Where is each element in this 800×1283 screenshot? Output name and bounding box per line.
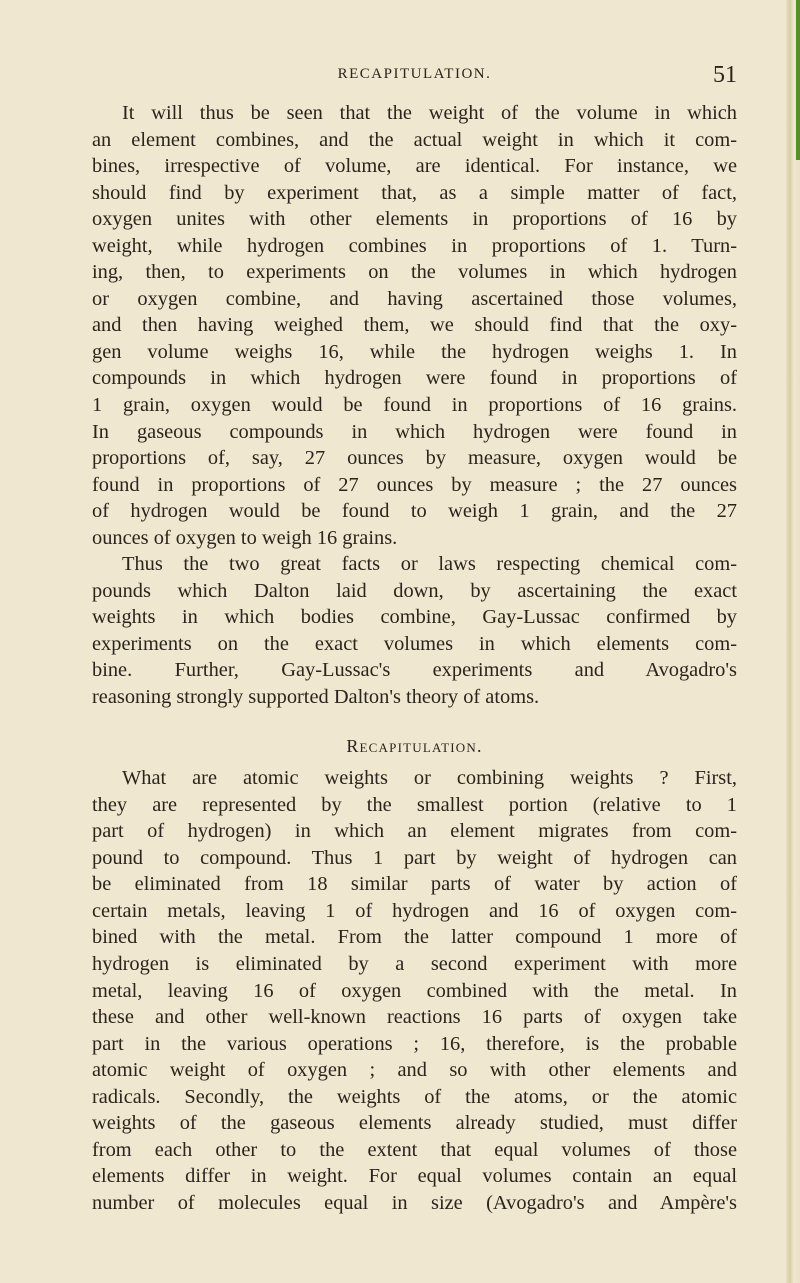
text-line: part of hydrogen) in which an element migrates from com- (92, 820, 737, 843)
section-heading: Recapitulation. (346, 735, 483, 756)
text-line: metal, leaving 16 of oxygen combined with the metal. In (92, 979, 737, 1002)
page-number: 51 (713, 62, 737, 88)
text-line: proportions of, say, 27 ounces by measure, oxygen would be (92, 447, 737, 470)
page-header (92, 62, 737, 90)
text-line: ounces of oxygen to weigh 16 grains. (92, 526, 398, 549)
text-line: reasoning strongly supported Dalton's theory of atoms. (92, 686, 540, 709)
running-head: RECAPITULATION. (337, 66, 492, 82)
paragraph-3 (92, 765, 737, 1216)
text-line: ing, then, to experiments on the volumes in which hydrogen (92, 261, 737, 284)
text-line: number of molecules equal in size (Avogadro's and Ampère's (92, 1191, 737, 1214)
text-line: an element combines, and the actual weight in which it com- (92, 128, 737, 151)
text-line: compounds in which hydrogen were found in proportions of (92, 367, 737, 390)
text-line: found in proportions of 27 ounces by measure ; the 27 ounces (92, 473, 737, 496)
paragraph-1 (92, 100, 737, 551)
text-line: these and other well-known reactions 16 parts of oxygen take (92, 1006, 737, 1029)
text-line: pound to compound. Thus 1 part by weight of hydrogen can (92, 846, 737, 869)
page-edge-strip (796, 0, 800, 160)
text-line: gen volume weighs 16, while the hydrogen weighs 1. In (92, 340, 737, 363)
text-line: be eliminated from 18 similar parts of water by action of (92, 873, 737, 896)
text-line: certain metals, leaving 1 of hydrogen and 16 of oxygen com- (92, 899, 737, 922)
text-line: weights in which bodies combine, Gay-Lussac confirmed by (92, 606, 737, 629)
text-line: should find by experiment that, as a simple matter of fact, (92, 181, 737, 204)
text-line: bined with the metal. From the latter compound 1 more of (92, 926, 737, 949)
text-line: they are represented by the smallest portion (relative to 1 (92, 793, 737, 816)
text-line: bine. Further, Gay-Lussac's experiments and Avogadro's (92, 659, 737, 682)
text-line: What are atomic weights or combining weights ? First, (122, 767, 737, 790)
text-line: In gaseous compounds in which hydrogen were found in (92, 420, 737, 443)
text-line: atomic weight of oxygen ; and so with other elements and (92, 1059, 737, 1082)
text-line: pounds which Dalton laid down, by ascertaining the exact (92, 579, 737, 602)
text-line: or oxygen combine, and having ascertained those volumes, (92, 287, 737, 310)
text-line: Thus the two great facts or laws respecting chemical com- (122, 553, 737, 576)
text-line: and then having weighed them, we should find that the oxy- (92, 314, 737, 337)
text-line: It will thus be seen that the weight of the volume in which (122, 102, 737, 124)
body-text (92, 100, 737, 1216)
text-line: 1 grain, oxygen would be found in proportions of 16 grains. (92, 394, 737, 417)
text-line: part in the various operations ; 16, therefore, is the probable (92, 1032, 737, 1055)
page-edge (786, 0, 800, 1283)
text-line: oxygen unites with other elements in proportions of 16 by (92, 208, 737, 231)
text-line: weights of the gaseous elements already studied, must differ (92, 1112, 737, 1135)
text-line: from each other to the extent that equal volumes of those (92, 1138, 737, 1161)
text-line: radicals. Secondly, the weights of the atoms, or the atomic (92, 1085, 737, 1108)
text-line: experiments on the exact volumes in which elements com- (92, 632, 737, 655)
text-line: elements differ in weight. For equal volumes contain an equal (92, 1165, 737, 1188)
text-line: hydrogen is eliminated by a second experiment with more (92, 952, 737, 975)
text-line: bines, irrespective of volume, are identical. For instance, we (92, 155, 737, 178)
paragraph-2 (92, 551, 737, 710)
text-line: weight, while hydrogen combines in proportions of 1. Turn- (92, 234, 737, 257)
text-line: of hydrogen would be found to weigh 1 grain, and the 27 (92, 500, 737, 523)
